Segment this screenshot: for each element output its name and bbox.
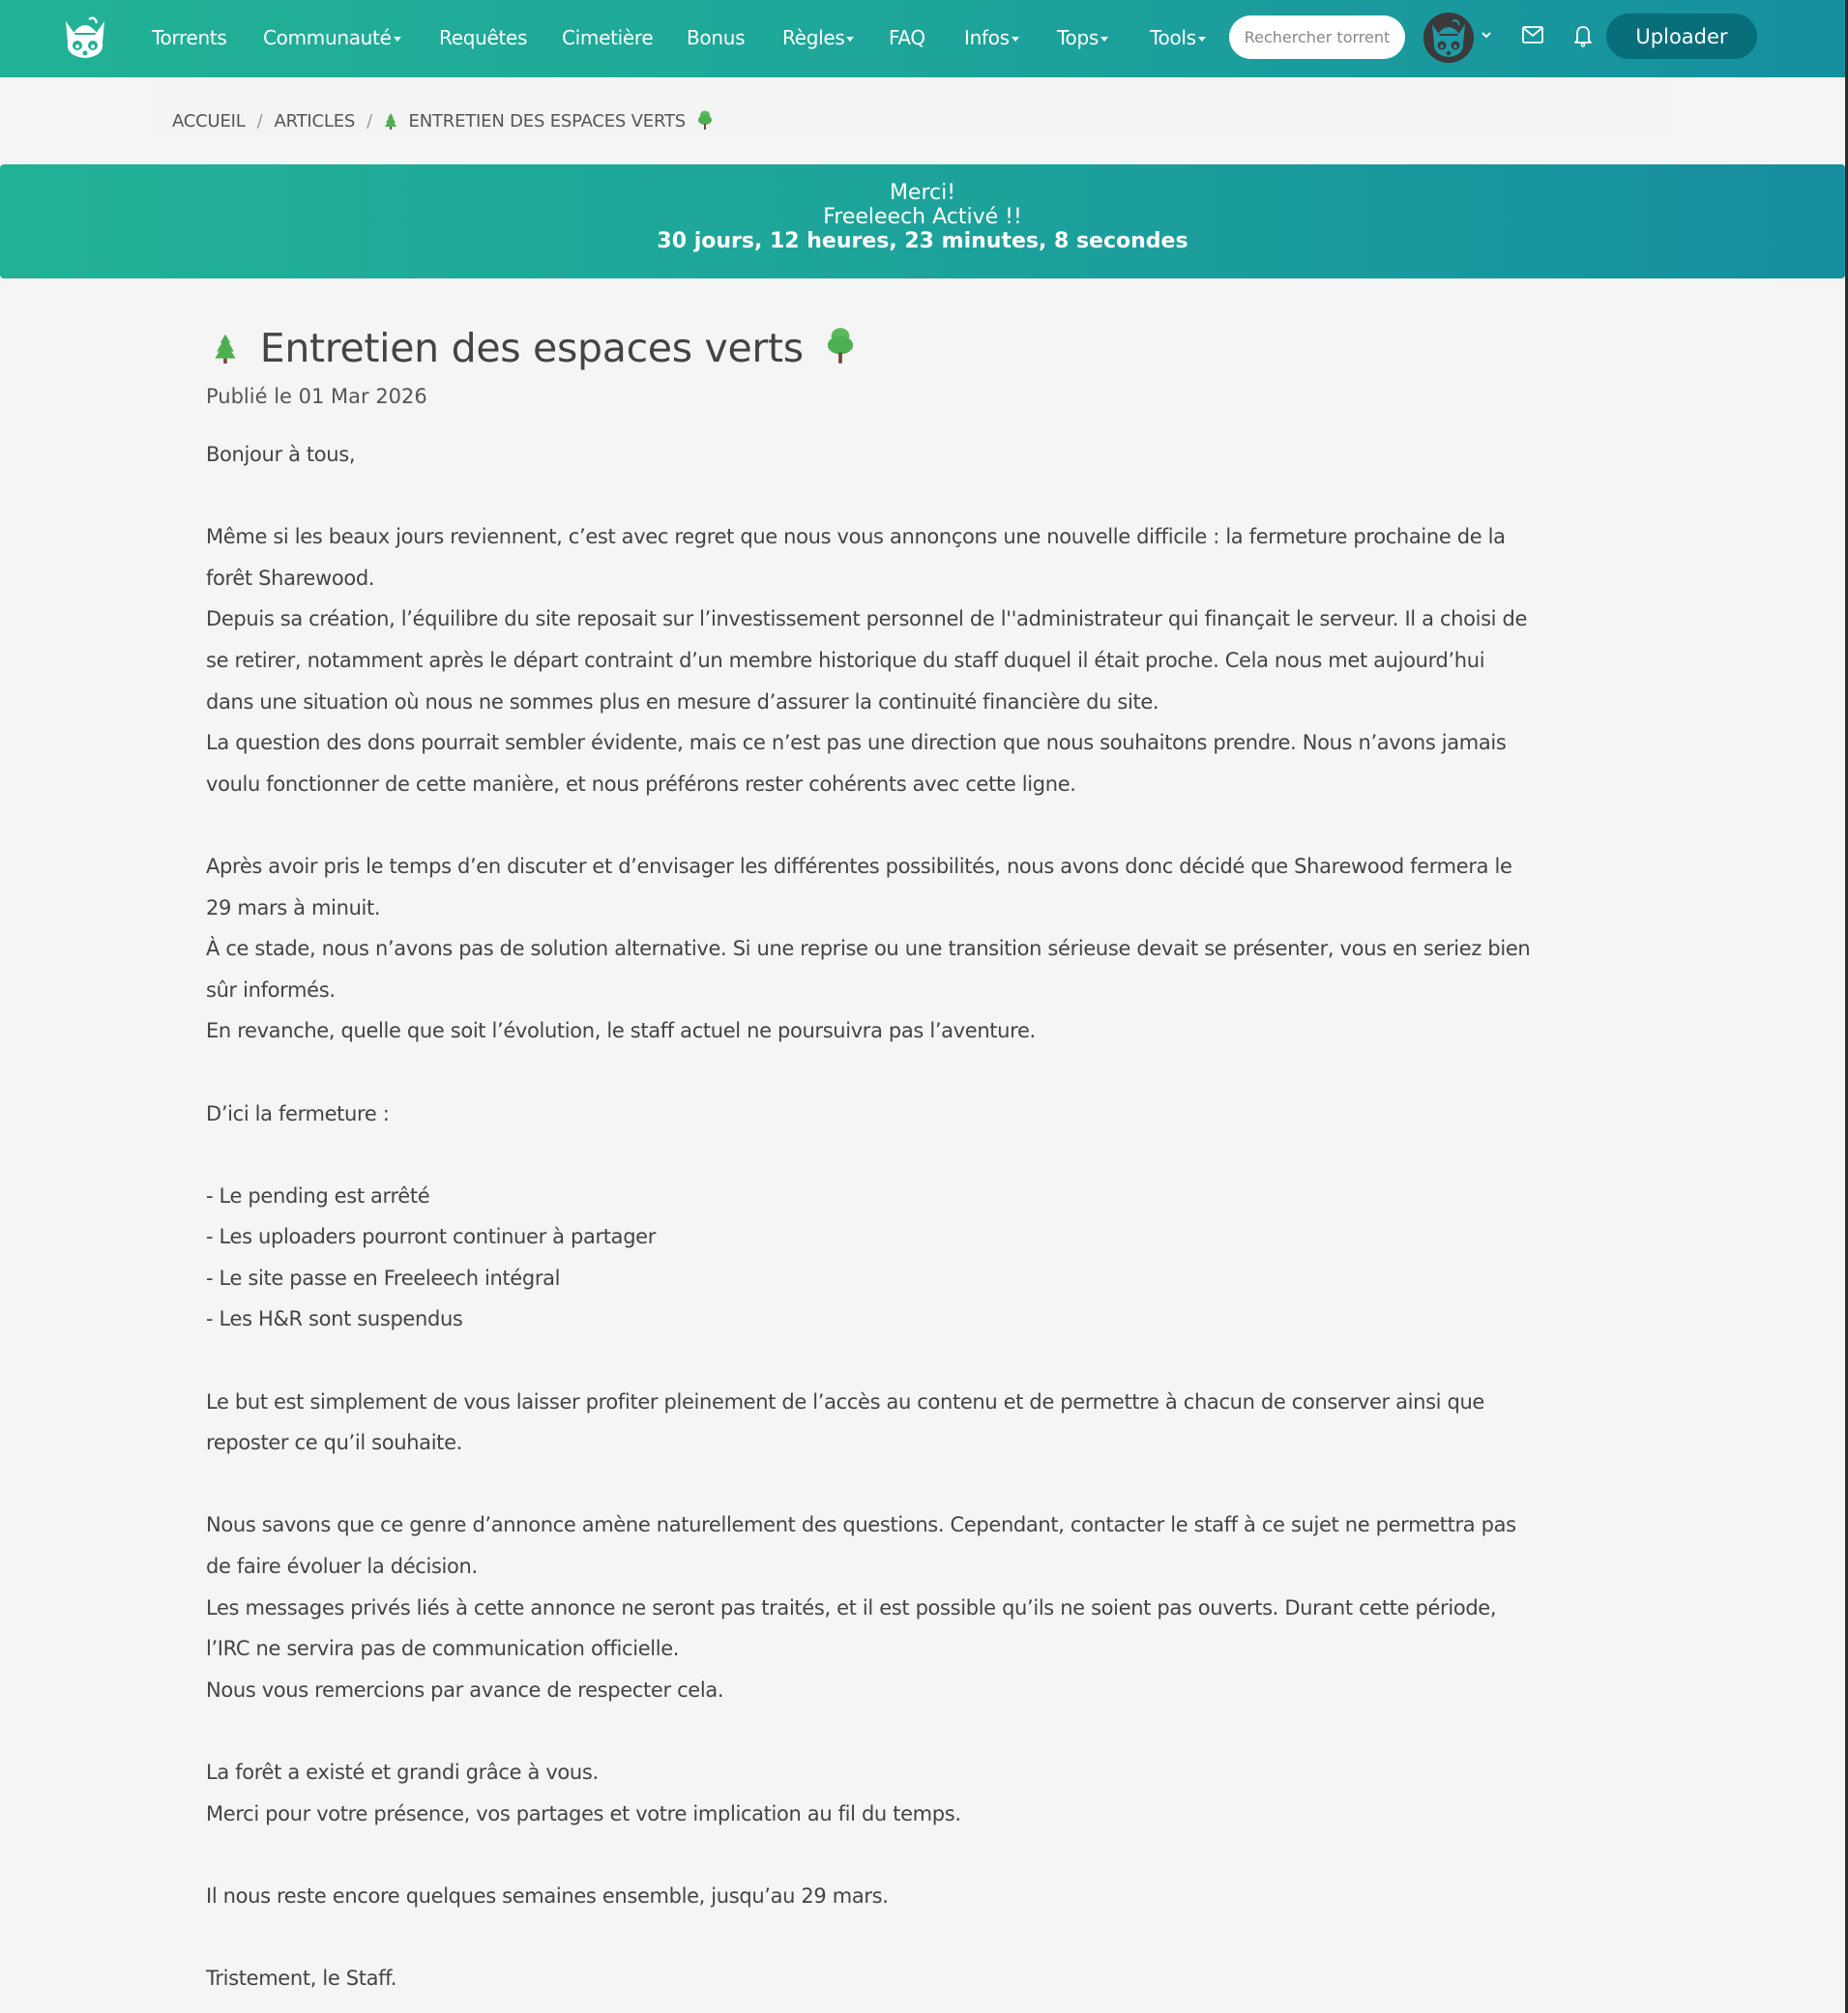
logo-icon[interactable] <box>60 14 110 62</box>
paragraph-gap <box>206 1834 1657 1876</box>
nav-faq[interactable]: FAQ <box>889 26 925 49</box>
article-title <box>213 325 855 373</box>
breadcrumb <box>172 110 713 134</box>
chevron-down-icon[interactable] <box>1479 27 1494 43</box>
nav-bonus[interactable]: Bonus <box>687 26 746 49</box>
article-line: - Le pending est arrêté <box>206 1183 430 1208</box>
paragraph-gap <box>206 1134 1657 1176</box>
article-line: Même si les beaux jours reviennent, c’est avec regret que nous vous annonçons une nouvelle difficile : la fermeture prochaine de la <box>206 525 1506 549</box>
article-line: - Les H&R sont suspendus <box>206 1307 463 1331</box>
paragraph-gap <box>206 1710 1657 1752</box>
caret-down-icon <box>394 37 401 42</box>
article-line: En revanche, quelle que soit l’évolution, le staff actuel ne poursuivra pas l’aventure. <box>206 1019 1036 1043</box>
paragraph-gap <box>206 1916 1657 1958</box>
mail-icon[interactable] <box>1522 26 1543 44</box>
article-line: l’IRC ne servira pas de communication officielle. <box>206 1637 680 1661</box>
article-title-text: Entretien des espaces verts <box>259 325 804 371</box>
breadcrumb-current: ENTRETIEN DES ESPACES VERTS <box>408 111 686 131</box>
top-navbar <box>0 0 1845 77</box>
caret-down-icon <box>1198 37 1206 42</box>
article-line: reposter ce qu’il souhaite. <box>206 1431 462 1455</box>
search-input[interactable] <box>1229 15 1405 59</box>
deciduous-tree-icon <box>697 110 713 134</box>
article-line: La question des dons pourrait sembler évidente, mais ce n’est pas une direction que nous souhaitons prendre. Nous n’avons jamais <box>206 731 1507 755</box>
banner-freeleech: Freeleech Activé !! <box>823 205 1022 229</box>
article-line: de faire évoluer la décision. <box>206 1555 478 1579</box>
article-line: forêt Sharewood. <box>206 566 375 590</box>
article-line: Après avoir pris le temps d’en discuter et d’envisager les différentes possibilités, nous avons donc décidé que Sharewood fermera le <box>206 854 1512 878</box>
banner-thanks: Merci! <box>889 181 956 205</box>
article-line: Merci pour votre présence, vos partages et votre implication au fil du temps. <box>206 1801 961 1825</box>
nav-requetes[interactable]: Requêtes <box>439 26 528 49</box>
bell-icon[interactable] <box>1573 24 1593 47</box>
article-line: À ce stade, nous n’avons pas de solution alternative. Si une reprise ou une transition sérieuse devait se présenter, vous en seriez bien <box>206 937 1531 961</box>
paragraph-gap <box>206 1340 1657 1382</box>
published-date: Publié le 01 Mar 2026 <box>206 385 427 408</box>
article-line: se retirer, notamment après le départ contraint d’un membre historique du staff duquel il était proche. Cela nous met aujourd’hui <box>206 648 1485 672</box>
nav-tops[interactable]: Tops <box>1057 26 1108 49</box>
nav-cimetiere[interactable]: Cimetière <box>562 26 654 49</box>
breadcrumb-separator: / <box>367 111 372 131</box>
breadcrumb-articles[interactable]: ARTICLES <box>274 111 356 131</box>
article-line: - Le site passe en Freeleech intégral <box>206 1266 561 1290</box>
article-line: sûr informés. <box>206 977 336 1002</box>
breadcrumb-accueil[interactable]: ACCUEIL <box>172 111 246 131</box>
evergreen-tree-icon <box>213 327 238 373</box>
article-line: - Les uploaders pourront continuer à partager <box>206 1225 657 1249</box>
article-line: La forêt a existé et grandi grâce à vous. <box>206 1761 599 1784</box>
banner-countdown: 30 jours, 12 heures, 23 minutes, 8 secondes <box>657 229 1188 253</box>
avatar[interactable] <box>1423 13 1474 63</box>
caret-down-icon <box>846 37 854 42</box>
deciduous-tree-icon <box>826 327 855 373</box>
uploader-button[interactable]: Uploader <box>1606 14 1757 59</box>
article-line: Tristement, le Staff. <box>206 1966 397 1990</box>
article-line: Les messages privés liés à cette annonce ne seront pas traités, et il est possible qu’ils ne soient pas ouverts. Durant cette période, <box>206 1595 1497 1619</box>
article-line: Il nous reste encore quelques semaines ensemble, jusqu’au 29 mars. <box>206 1883 889 1908</box>
paragraph-gap <box>206 1052 1657 1094</box>
freeleech-banner <box>0 164 1845 278</box>
breadcrumb-separator: / <box>256 111 263 131</box>
nav-communaute[interactable]: Communauté <box>263 26 401 49</box>
article-line: Bonjour à tous, <box>206 443 356 466</box>
nav-torrents[interactable]: Torrents <box>152 26 227 49</box>
paragraph-gap <box>206 1464 1657 1505</box>
nav-tools[interactable]: Tools <box>1150 26 1206 49</box>
caret-down-icon <box>1100 37 1108 42</box>
paragraph-gap <box>206 476 1657 517</box>
article-line: D’ici la fermeture : <box>206 1101 390 1125</box>
article-body <box>206 434 1657 1999</box>
article-line: dans une situation où nous ne sommes plus en mesure d’assurer la continuité financière du site. <box>206 689 1159 714</box>
article-line: Nous vous remercions par avance de respecter cela. <box>206 1678 724 1702</box>
caret-down-icon <box>1012 37 1019 42</box>
article-line: Depuis sa création, l’équilibre du site reposait sur l’investissement personnel de l''administrateur qui finançait le serveur. Il a choisi de <box>206 607 1528 631</box>
nav-regles[interactable]: Règles <box>782 26 854 49</box>
article-line: voulu fonctionner de cette manière, et nous préférons rester cohérents avec cette ligne. <box>206 772 1076 796</box>
nav-infos[interactable]: Infos <box>964 26 1019 49</box>
evergreen-tree-icon <box>384 112 397 134</box>
paragraph-gap <box>206 804 1657 846</box>
article-line: Le but est simplement de vous laisser profiter pleinement de l’accès au contenu et de permettre à chacun de conserver ainsi que <box>206 1389 1484 1414</box>
article-line: 29 mars à minuit. <box>206 895 381 919</box>
article-line: Nous savons que ce genre d’annonce amène naturellement des questions. Cependant, contacter le staff à ce sujet ne permettra pas <box>206 1513 1516 1537</box>
